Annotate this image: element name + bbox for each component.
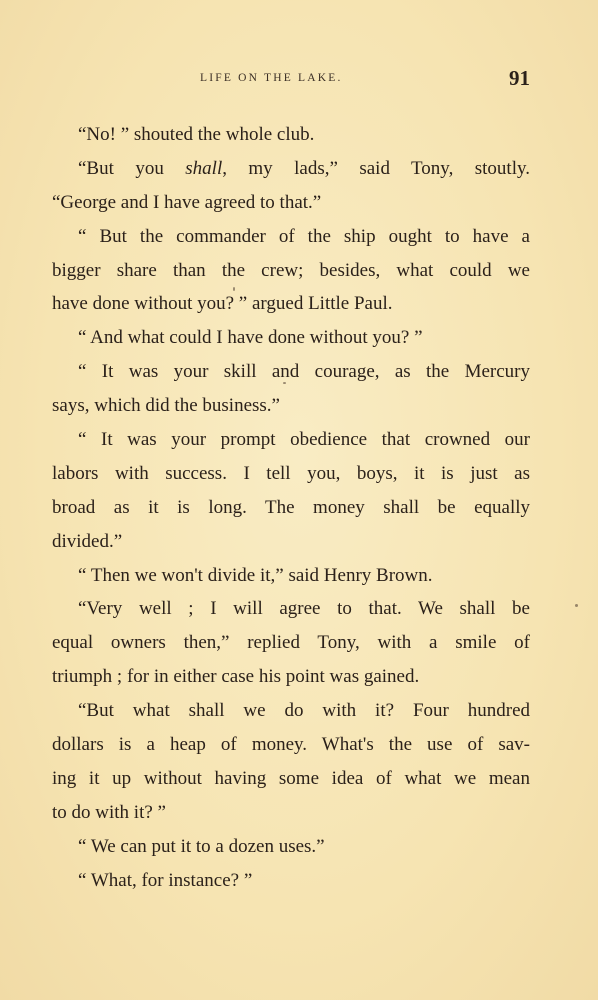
text-line: “ It was your skill and courage, as the Mercury xyxy=(78,361,530,383)
text-line: “ We can put it to a dozen uses.” xyxy=(78,835,325,857)
emphasis-text: shall xyxy=(185,157,223,179)
running-title: LIFE ON THE LAKE. xyxy=(200,72,343,84)
text-line: “ What, for instance? ” xyxy=(78,869,253,891)
running-head xyxy=(0,68,598,96)
paper-speck xyxy=(575,604,578,607)
text-line: bigger share than the crew; besides, what could we xyxy=(52,259,530,281)
text-line: “ It was your prompt obedience that crowned our xyxy=(78,429,530,451)
text-line: says, which did the business.” xyxy=(52,395,280,417)
text-line: “ But the commander of the ship ought to have a xyxy=(78,225,530,247)
text-line: “ And what could I have done without you? ” xyxy=(78,327,423,349)
text-line: ing it up without having some idea of what we mean xyxy=(52,767,530,789)
text-line xyxy=(52,152,530,186)
text-line: dollars is a heap of money. What's the use of sav- xyxy=(52,734,530,756)
text-line: labors with success. I tell you, boys, it is just as xyxy=(52,462,530,484)
text-line: broad as it is long. The money shall be equally xyxy=(52,496,530,518)
text-line: equal owners then,” replied Tony, with a smile of xyxy=(52,632,530,654)
paper-speck xyxy=(283,382,286,384)
text-run: , my lads,” said Tony, stoutly. xyxy=(222,157,531,179)
paper-speck xyxy=(233,287,235,291)
text-line: “No! ” shouted the whole club. xyxy=(78,124,315,145)
text-line: to do with it? ” xyxy=(52,801,166,823)
text-line: have done without you? ” argued Little Paul. xyxy=(52,293,393,315)
text-line: “But what shall we do with it? Four hundred xyxy=(78,700,530,722)
text-line: “Very well ; I will agree to that. We shall be xyxy=(78,598,530,620)
text-line: “ Then we won't divide it,” said Henry Brown. xyxy=(78,564,433,586)
text-line: triumph ; for in either case his point was gained. xyxy=(52,666,420,688)
text-line: divided.” xyxy=(52,530,123,552)
text-run: “But you xyxy=(78,157,186,179)
body-text xyxy=(52,118,530,897)
page-number: 91 xyxy=(509,66,530,90)
text-line: “George and I have agreed to that.” xyxy=(52,191,322,213)
